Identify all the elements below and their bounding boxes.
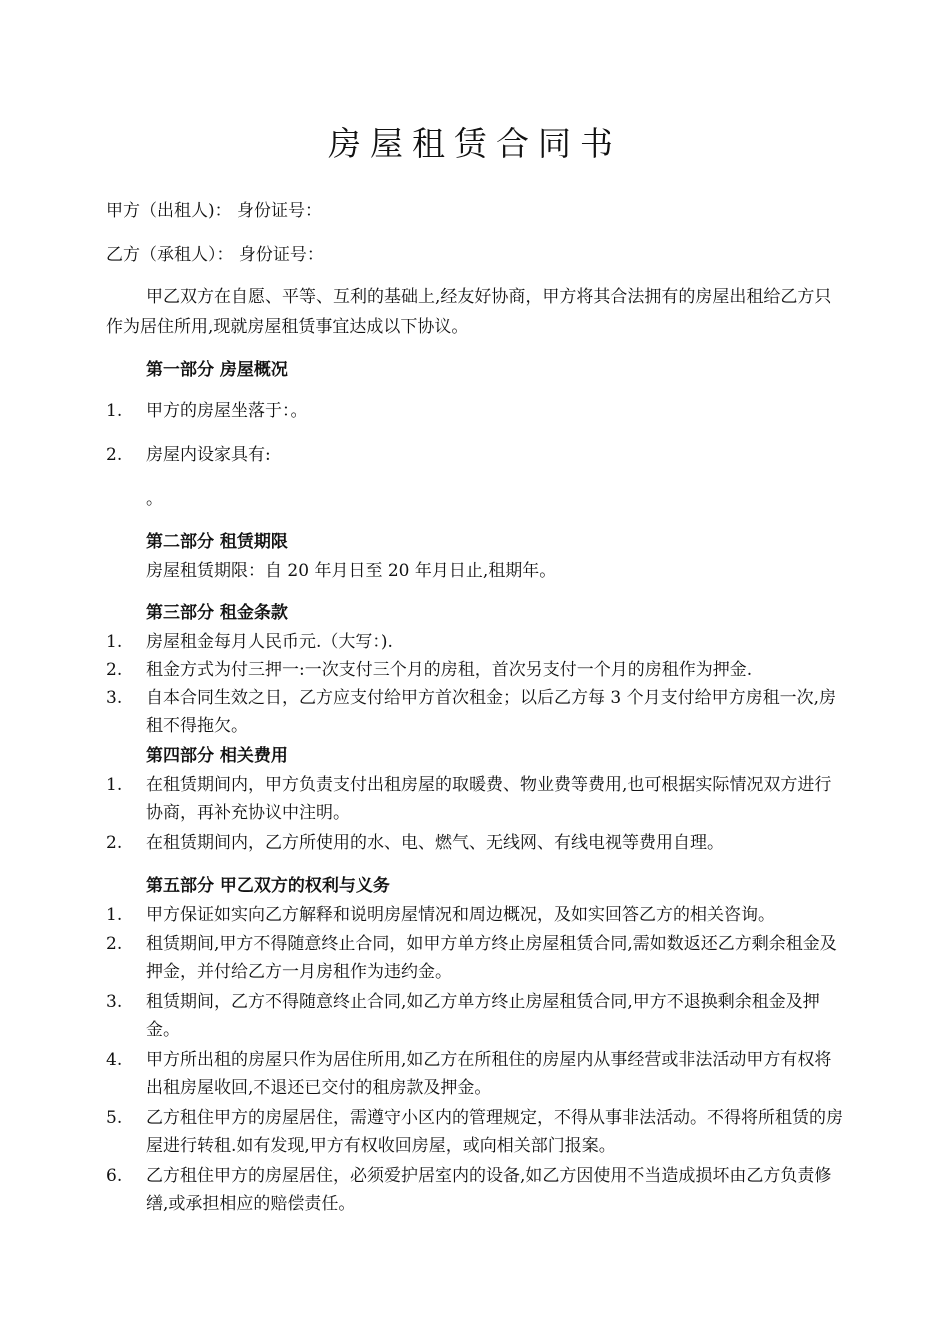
item-number: 2. bbox=[106, 660, 123, 680]
party-a-line: 甲方（出租人)： 身份证号： bbox=[106, 201, 323, 221]
section-heading-5: 第五部分 甲乙双方的权利与义务 bbox=[146, 876, 390, 896]
item-number: 2. bbox=[106, 934, 123, 954]
section-heading-1: 第一部分 房屋概况 bbox=[146, 360, 288, 380]
lease-term-text: 房屋租赁期限：自 20 年月日至 20 年月日止,租期年。 bbox=[146, 561, 557, 581]
item-text: 房屋内设家具有: bbox=[146, 445, 271, 465]
item-number: 2. bbox=[106, 445, 123, 465]
item-text: 乙方租住甲方的房屋居住，必须爱护居室内的设备,如乙方因使用不当造成损坏由乙方负责修缮,或承担相应的赔偿责任。 bbox=[146, 1166, 832, 1214]
item-number: 1. bbox=[106, 401, 123, 421]
item-text: 甲方的房屋坐落于：。 bbox=[146, 401, 308, 421]
section-heading-2: 第二部分 租赁期限 bbox=[146, 532, 288, 552]
section-heading-3: 第三部分 租金条款 bbox=[146, 603, 288, 623]
item-text: 甲方保证如实向乙方解释和说明房屋情况和周边概况，及如实回答乙方的相关咨询。 bbox=[146, 905, 775, 925]
document-title: 房屋租赁合同书 bbox=[328, 124, 622, 163]
item-number: 6. bbox=[106, 1166, 123, 1186]
item-text: 在租赁期间内，甲方负责支付出租房屋的取暖费、物业费等费用,也可根据实际情况双方进行协商，再补充协议中注明。 bbox=[146, 775, 832, 823]
item-text: 房屋租金每月人民币元.（大写：). bbox=[146, 632, 393, 652]
item-text: 租赁期间,甲方不得随意终止合同，如甲方单方终止房屋租赁合同,需如数返还乙方剩余租金及押金，并付给乙方一月房租作为违约金。 bbox=[146, 934, 837, 982]
item-text: 租金方式为付三押一:一次支付三个月的房租，首次另支付一个月的房租作为押金. bbox=[146, 660, 753, 680]
item-number: 1. bbox=[106, 775, 123, 795]
item-number: 4. bbox=[106, 1050, 123, 1070]
item-number: 3. bbox=[106, 992, 123, 1012]
item-text: 甲方所出租的房屋只作为居住所用,如乙方在所租住的房屋内从事经营或非法活动甲方有权将出租房屋收回,不退还已交付的租房款及押金。 bbox=[146, 1050, 832, 1098]
intro-paragraph: 甲乙双方在自愿、平等、互利的基础上,经友好协商，甲方将其合法拥有的房屋出租给乙方只作为居住所用,现就房屋租赁事宜达成以下协议。 bbox=[106, 287, 832, 337]
item-number: 1. bbox=[106, 632, 123, 652]
item-text: 乙方租住甲方的房屋居住，需遵守小区内的管理规定，不得从事非法活动。不得将所租赁的房屋进行转租.如有发现,甲方有权收回房屋，或向相关部门报案。 bbox=[146, 1108, 843, 1156]
section-heading-4: 第四部分 相关费用 bbox=[146, 746, 288, 766]
item-number: 1. bbox=[106, 905, 123, 925]
item-number: 2. bbox=[106, 833, 123, 853]
party-b-line: 乙方（承租人）： 身份证号： bbox=[106, 245, 324, 265]
item-text: 在租赁期间内，乙方所使用的水、电、燃气、无线网、有线电视等费用自理。 bbox=[146, 833, 724, 853]
item-number: 3. bbox=[106, 688, 123, 708]
furniture-blank: 。 bbox=[146, 489, 163, 509]
item-number: 5. bbox=[106, 1108, 123, 1128]
item-text: 自本合同生效之日，乙方应支付给甲方首次租金；以后乙方每 3 个月支付给甲方房租一次,房租不得拖欠。 bbox=[146, 688, 837, 736]
item-text: 租赁期间，乙方不得随意终止合同,如乙方单方终止房屋租赁合同,甲方不退换剩余租金及押金。 bbox=[146, 992, 820, 1040]
